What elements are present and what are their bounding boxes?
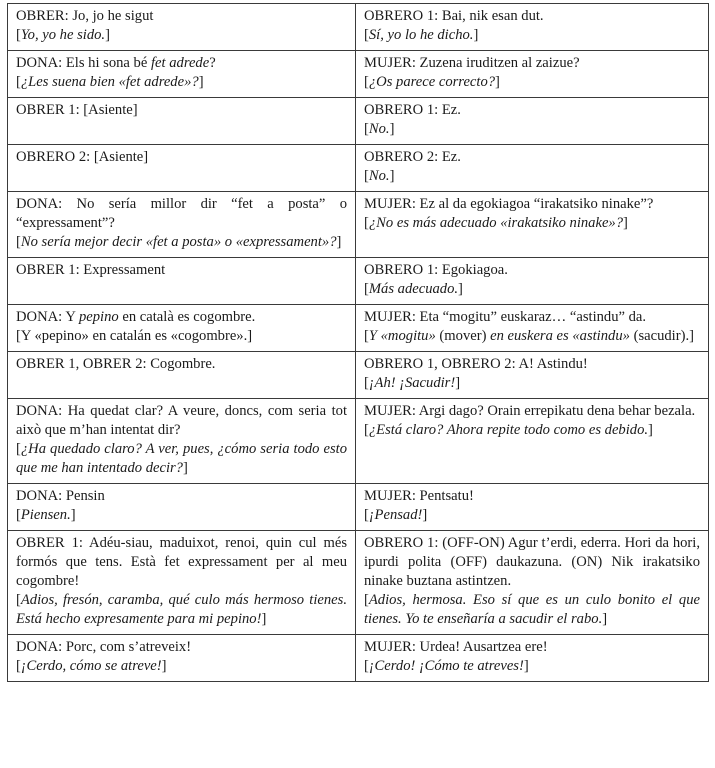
catalan-cell [8,352,356,399]
translation-line: [Más adecuado.] [364,281,463,297]
catalan-cell [8,145,356,192]
catalan-cell [8,305,356,352]
catalan-cell [8,98,356,145]
dialogue-line: DONA: Ha quedat clar? A veure, doncs, com seria tot això que m’han intentat dir? [16,403,347,438]
basque-cell [356,484,709,531]
dialogue-line: OBRERO 2: Ez. [364,149,461,165]
catalan-cell [8,258,356,305]
table-row [8,258,709,305]
dialogue-line: DONA: Els hi sona bé fet adrede? [16,55,216,71]
table-row [8,51,709,98]
catalan-cell [8,399,356,484]
table-row [8,352,709,399]
table-row [8,98,709,145]
translation-line: [Yo, yo he sido.] [16,27,110,43]
catalan-cell [8,192,356,258]
dialogue-line: OBRERO 1: Bai, nik esan dut. [364,8,544,24]
dialogue-line: MUJER: Urdea! Ausartzea ere! [364,639,548,655]
table-row [8,531,709,635]
translation-line: [Y «mogitu» (mover) en euskera es «astindu» (sacudir).] [364,328,694,344]
basque-cell [356,98,709,145]
table-row [8,484,709,531]
translation-line: [Adios, hermosa. Eso sí que es un culo bonito el que tienes. Yo te enseñaría a sacudir el rabo.] [364,592,700,627]
basque-cell [356,145,709,192]
table-row [8,635,709,682]
dialogue-line: DONA: Y pepino en català es cogombre. [16,309,256,325]
translation-line: [¿Está claro? Ahora repite todo como es debido.] [364,422,653,438]
translation-line: [¡Pensad!] [364,507,428,523]
translation-line: [¿No es más adecuado «irakatsiko ninake»?] [364,215,628,231]
translation-line: [¿Os parece correcto?] [364,74,500,90]
dialogue-line: OBRERO 1, OBRERO 2: A! Astindu! [364,356,588,372]
table-row [8,399,709,484]
dialogue-line: MUJER: Argi dago? Orain errepikatu dena behar bezala. [364,403,696,419]
basque-cell [356,258,709,305]
translation-line: [Adios, fresón, caramba, qué culo más hermoso tienes. Está hecho expresamente para mi pepino!] [16,592,347,627]
translation-line: [Sí, yo lo he dicho.] [364,27,479,43]
basque-cell [356,635,709,682]
catalan-cell [8,531,356,635]
table-row [8,192,709,258]
basque-cell [356,51,709,98]
translation-line: [¡Ah! ¡Sacudir!] [364,375,461,391]
translation-line: [Y «pepino» en catalán es «cogombre».] [16,328,253,344]
translation-line: [¡Cerdo, cómo se atreve!] [16,658,167,674]
catalan-cell [8,635,356,682]
dialogue-line: DONA: No sería millor dir “fet a posta” o “expressament”? [16,196,347,231]
dialogue-line: DONA: Porc, com s’atreveix! [16,639,192,655]
dialogue-line: OBRERO 1: Egokiagoa. [364,262,508,278]
dialogue-line: OBRER 1, OBRER 2: Cogombre. [16,356,216,372]
basque-cell [356,305,709,352]
basque-cell [356,399,709,484]
dialogue-line: OBRERO 1: (OFF-ON) Agur t’erdi, ederra. Hori da hori, ipurdi polita (OFF) daukazuna. (ON) Nik irakatsiko ninake buztana astintzen. [364,535,700,589]
catalan-cell [8,51,356,98]
dialogue-line: MUJER: Pentsatu! [364,488,474,504]
table-row [8,305,709,352]
basque-cell [356,531,709,635]
translation-line: [No sería mejor decir «fet a posta» o «expressament»?] [16,234,342,250]
dialogue-line: MUJER: Eta “mogitu” euskaraz… “astindu” da. [364,309,647,325]
dialogue-line: OBRERO 2: [Asiente] [16,149,149,165]
table-body [8,4,709,682]
translation-line: [No.] [364,168,395,184]
dialogue-line: DONA: Pensin [16,488,105,504]
table-row [8,145,709,192]
catalan-cell [8,484,356,531]
translation-line: [¿Les suena bien «fet adrede»?] [16,74,204,90]
dialogue-line: OBRER 1: [Asiente] [16,102,138,118]
dialogue-line: OBRER: Jo, jo he sigut [16,8,154,24]
catalan-cell [8,4,356,51]
translation-table [7,3,709,682]
basque-cell [356,352,709,399]
dialogue-line: OBRERO 1: Ez. [364,102,461,118]
table-row [8,4,709,51]
dialogue-line: OBRER 1: Expressament [16,262,166,278]
dialogue-line: OBRER 1: Adéu-siau, maduixot, renoi, quin cul més formós que tens. Està fet expressament per al meu cogombre! [16,535,347,589]
translation-line: [No.] [364,121,395,137]
translation-line: [¿Ha quedado claro? A ver, pues, ¿cómo seria todo esto que me han intentado decir?] [16,441,347,476]
basque-cell [356,192,709,258]
dialogue-line: MUJER: Ez al da egokiagoa “irakatsiko ninake”? [364,196,654,212]
translation-line: [Piensen.] [16,507,76,523]
basque-cell [356,4,709,51]
translation-line: [¡Cerdo! ¡Cómo te atreves!] [364,658,529,674]
dialogue-line: MUJER: Zuzena iruditzen al zaizue? [364,55,580,71]
